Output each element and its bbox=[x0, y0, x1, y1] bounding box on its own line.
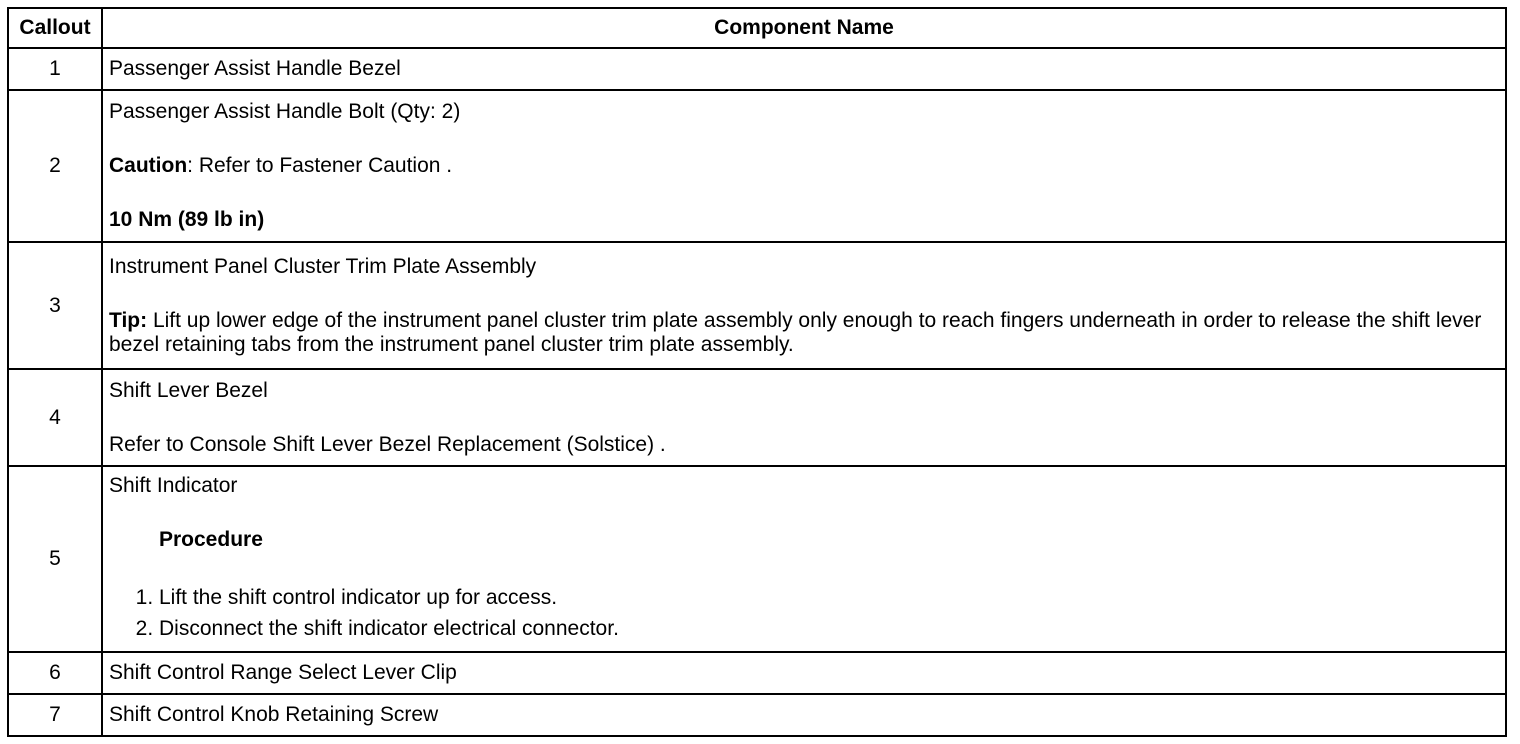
caution-note bbox=[109, 154, 1501, 178]
tip-note bbox=[109, 309, 1501, 357]
caution-label: Caution bbox=[109, 154, 188, 177]
component-name-cell: Shift Control Knob Retaining Screw bbox=[102, 694, 1506, 736]
callout-cell: 7 bbox=[8, 694, 102, 736]
table-row bbox=[8, 694, 1506, 736]
component-name-cell: Shift Control Range Select Lever Clip bbox=[102, 652, 1506, 694]
procedure-steps bbox=[109, 582, 1501, 644]
callout-cell: 5 bbox=[8, 466, 102, 652]
component-name-cell bbox=[102, 90, 1506, 242]
component-name-cell bbox=[102, 242, 1506, 369]
tip-text: Lift up lower edge of the instrument panel cluster trim plate assembly only enough to reach fingers underneath in order to release the shift lever bezel retaining tabs from the instrument panel cluster trim plate assembly. bbox=[109, 308, 1482, 356]
table-row bbox=[8, 369, 1506, 466]
callout-cell: 3 bbox=[8, 242, 102, 369]
callout-cell: 4 bbox=[8, 369, 102, 466]
component-name: Shift Indicator bbox=[109, 474, 238, 497]
callout-cell: 2 bbox=[8, 90, 102, 242]
header-callout: Callout bbox=[8, 8, 102, 48]
torque-value: 10 Nm (89 lb in) bbox=[109, 208, 265, 231]
component-name-cell bbox=[102, 466, 1506, 652]
table-row bbox=[8, 90, 1506, 242]
component-name: Passenger Assist Handle Bolt (Qty: 2) bbox=[109, 100, 461, 123]
procedure-step: 2. Disconnect the shift indicator electrical connector. bbox=[159, 613, 1501, 644]
reference-link[interactable]: Refer to Console Shift Lever Bezel Replacement (Solstice) . bbox=[109, 432, 666, 456]
component-table bbox=[7, 7, 1507, 737]
procedure-title: Procedure bbox=[159, 528, 263, 551]
header-component-name: Component Name bbox=[102, 8, 1506, 48]
table-row bbox=[8, 48, 1506, 90]
tip-label: Tip: bbox=[109, 308, 148, 332]
callout-cell: 1 bbox=[8, 48, 102, 90]
component-name-cell bbox=[102, 369, 1506, 466]
callout-cell: 6 bbox=[8, 652, 102, 694]
component-name-cell: Passenger Assist Handle Bezel bbox=[102, 48, 1506, 90]
table-row bbox=[8, 466, 1506, 652]
component-name: Instrument Panel Cluster Trim Plate Assembly bbox=[109, 254, 537, 278]
torque-spec bbox=[109, 208, 1501, 232]
table-header-row bbox=[8, 8, 1506, 48]
caution-text: : Refer to Fastener Caution . bbox=[187, 154, 453, 177]
table-row bbox=[8, 242, 1506, 369]
component-name: Shift Lever Bezel bbox=[109, 378, 268, 402]
procedure-step: 1. Lift the shift control indicator up for access. bbox=[159, 582, 1501, 613]
table-row bbox=[8, 652, 1506, 694]
